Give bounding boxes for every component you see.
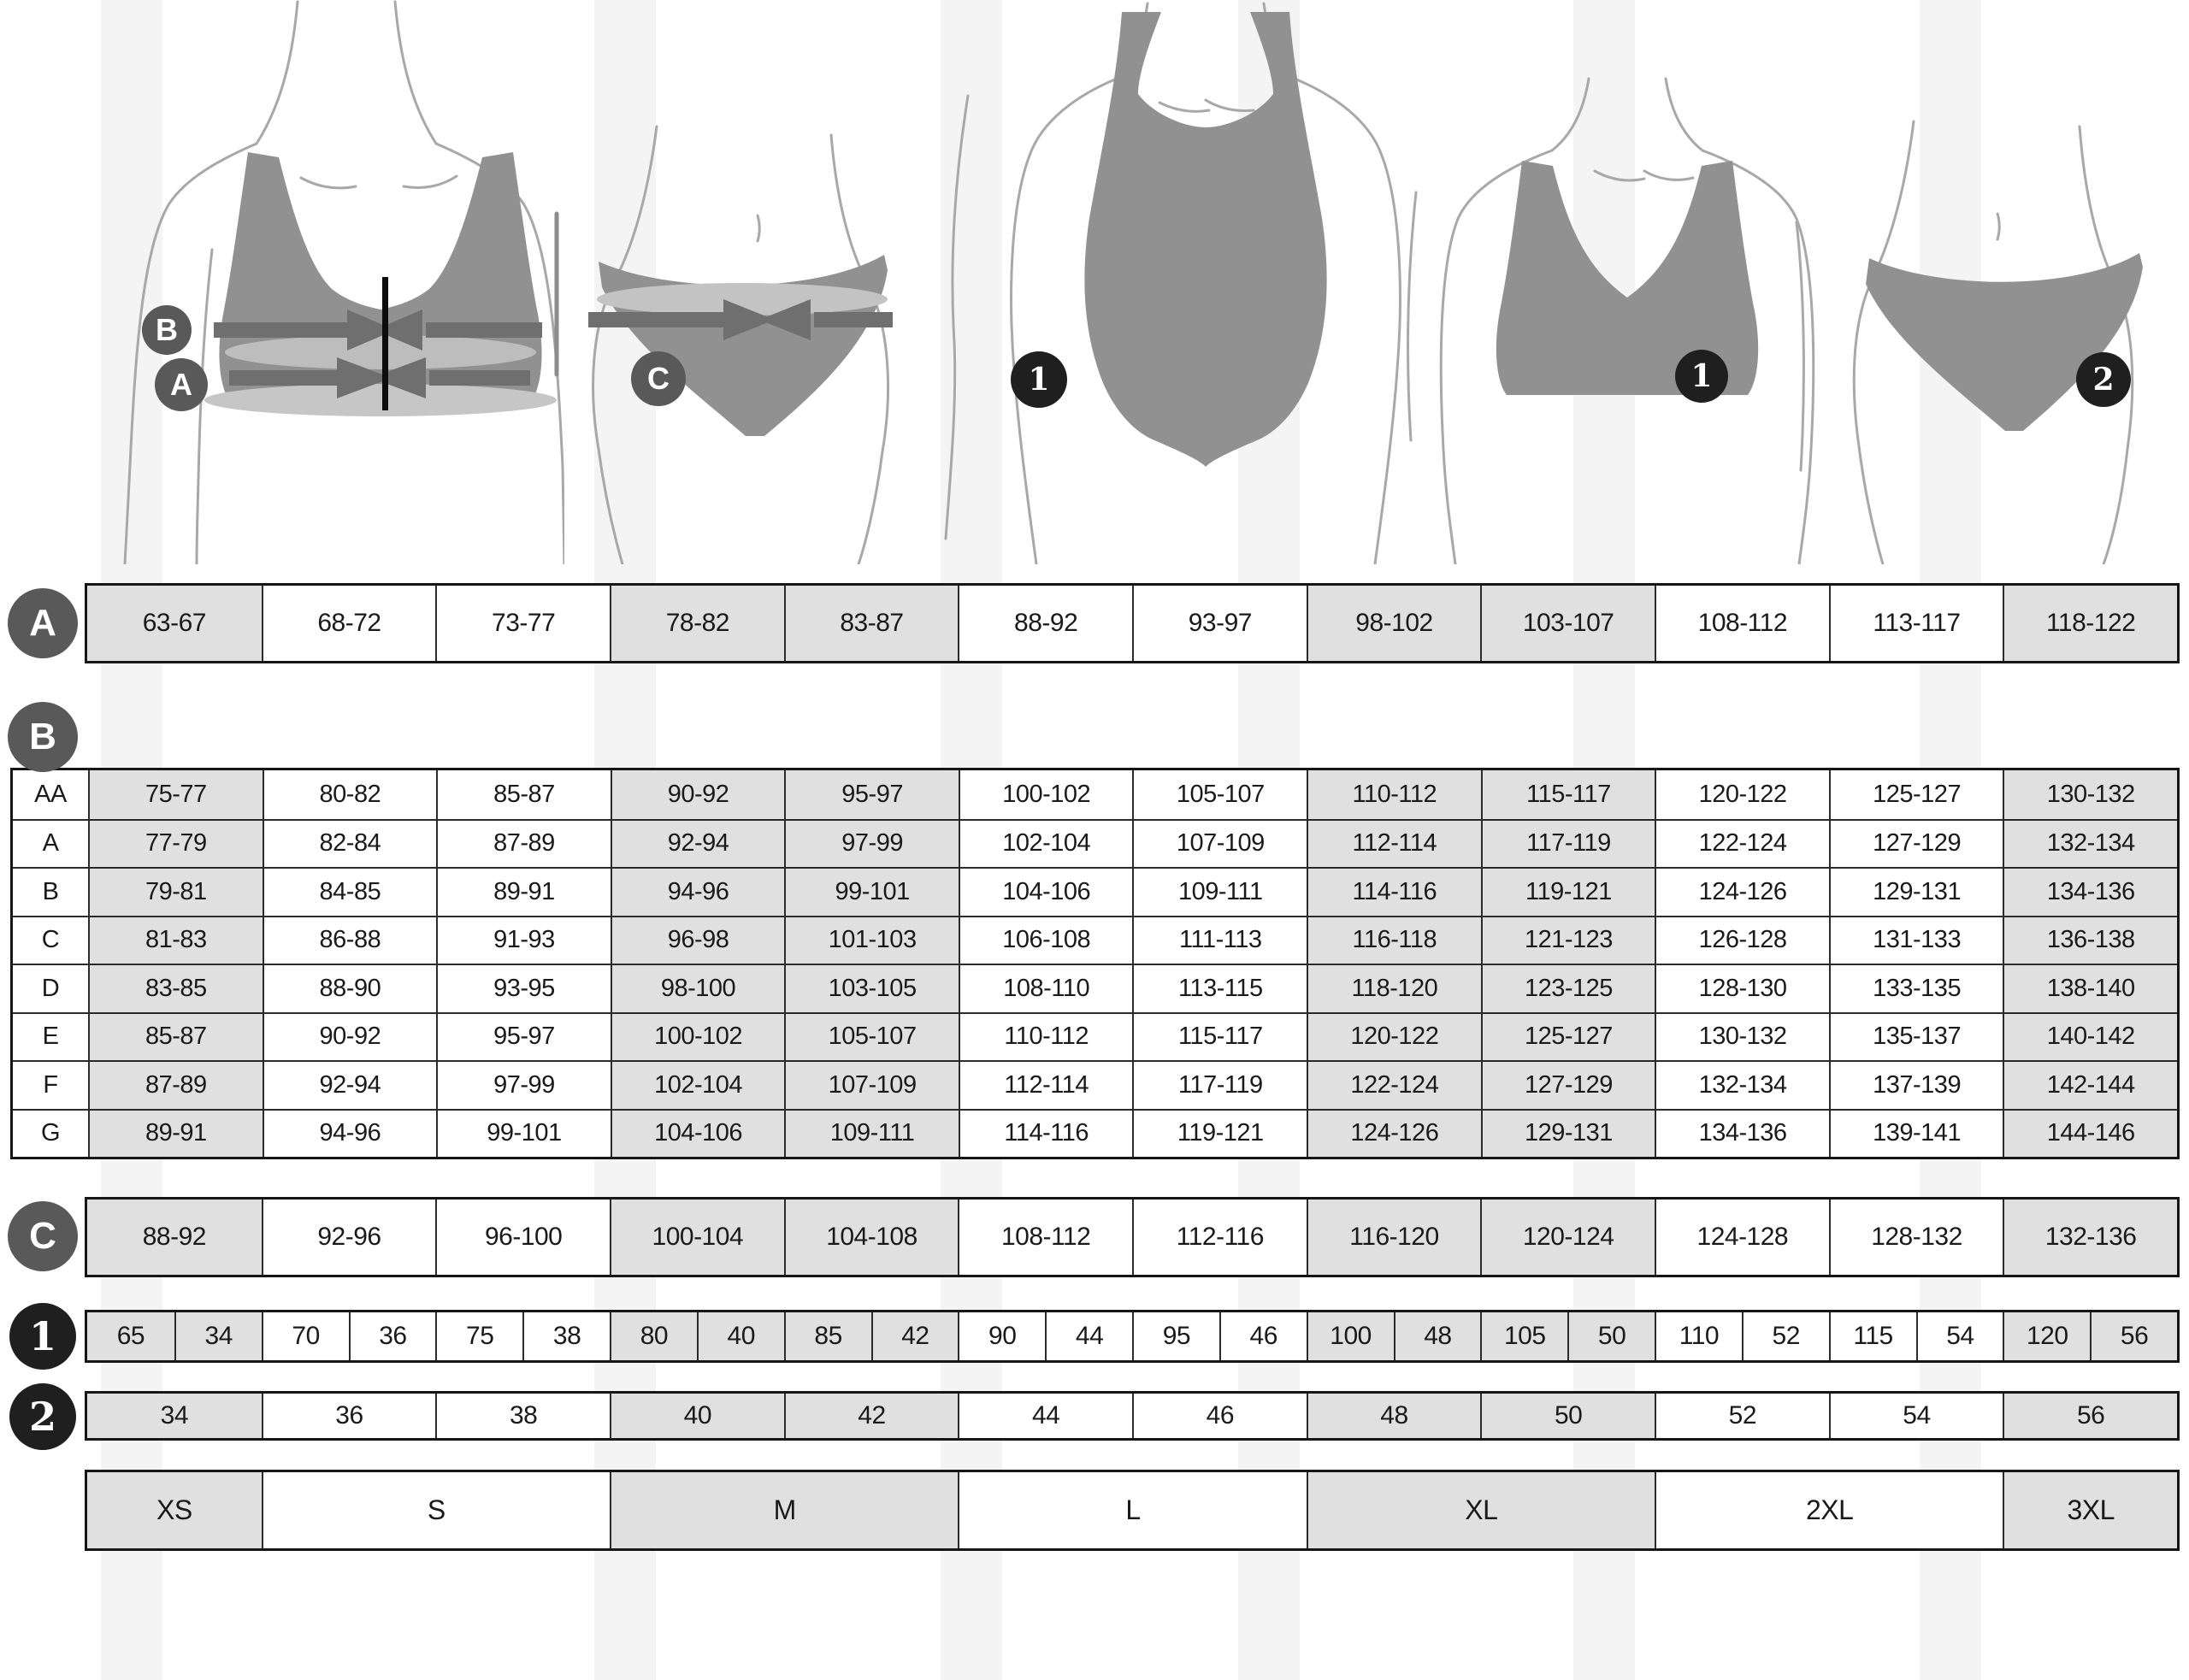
hips-range-cell: 132-136 (2003, 1200, 2177, 1275)
hips-range-cell: 124-128 (1655, 1200, 1829, 1275)
bra-size-us-cell: 40 (697, 1312, 784, 1360)
bust-range-cell: 122-124 (1655, 819, 1829, 868)
bust-range-cell: 127-129 (1829, 819, 2003, 868)
bra-size-eu-cell: 95 (1132, 1312, 1219, 1360)
panty-size-cell: 48 (1307, 1394, 1481, 1438)
cup-size-cell: AA (13, 770, 88, 819)
panty-size-cell: 56 (2003, 1394, 2177, 1438)
cup-size-cell: G (13, 1109, 88, 1158)
bust-range-cell: 99-101 (436, 1109, 611, 1158)
cup-size-cell: C (13, 916, 88, 964)
panty-size-cell: 38 (435, 1394, 610, 1438)
bust-range-cell: 119-121 (1132, 1109, 1307, 1158)
bust-range-cell: 133-135 (1829, 964, 2003, 1012)
cup-size-cell: B (13, 867, 88, 916)
bra-size-us-cell: 42 (871, 1312, 959, 1360)
bust-range-cell: 111-113 (1132, 916, 1307, 964)
bust-range-cell: 130-132 (1655, 1012, 1829, 1061)
bra-size-us-cell: 54 (1916, 1312, 2003, 1360)
figure-bra-measurement (86, 0, 564, 564)
panty-size-cell: 52 (1655, 1394, 1829, 1438)
bust-range-cell: 114-116 (959, 1109, 1133, 1158)
panty-size-row-badge: 2 (9, 1383, 76, 1450)
bust-range-cell: 79-81 (88, 867, 263, 916)
bust-range-cell: 131-133 (1829, 916, 2003, 964)
bust-range-cell: 90-92 (263, 1012, 437, 1061)
bra-size-us-cell: 48 (1394, 1312, 1481, 1360)
center-front-line (382, 277, 388, 410)
bust-range-cell: 132-134 (1655, 1060, 1829, 1109)
hips-range-cell: 100-104 (610, 1200, 784, 1275)
bust-range-cell: 99-101 (784, 867, 959, 916)
figure-hips-badge: C (631, 351, 686, 406)
bust-range-cell: 84-85 (263, 867, 437, 916)
bust-range-cell: 93-95 (436, 964, 611, 1012)
bra-size-row-badge: 1 (9, 1303, 76, 1370)
hips-range-cell: 112-116 (1132, 1200, 1307, 1275)
bust-range-cell: 97-99 (784, 819, 959, 868)
bust-range-cell: 124-126 (1655, 867, 1829, 916)
bust-range-cell: 94-96 (611, 867, 785, 916)
bra-size-eu-cell: 80 (610, 1312, 697, 1360)
navel-line (1997, 214, 1999, 239)
bust-range-cell: 117-119 (1132, 1060, 1307, 1109)
hips-range-cell: 92-96 (262, 1200, 436, 1275)
figure-bust-badge: B (142, 305, 192, 355)
international-size-row (85, 1470, 2180, 1551)
bust-band-light (225, 335, 536, 369)
hips-range-cell: 104-108 (784, 1200, 959, 1275)
bust-range-cell: 115-117 (1481, 770, 1655, 819)
panty-size-row (85, 1391, 2180, 1441)
bra-size-eu-cell: 75 (435, 1312, 522, 1360)
bust-range-cell: 81-83 (88, 916, 263, 964)
underbust-range-cell: 108-112 (1655, 586, 1829, 661)
bust-range-cell: 88-90 (263, 964, 437, 1012)
panty-size-cell: 36 (262, 1394, 436, 1438)
bust-range-cell: 105-107 (784, 1012, 959, 1061)
bust-range-cell: 107-109 (784, 1060, 959, 1109)
panty-size-cell: 50 (1480, 1394, 1655, 1438)
bust-range-cell: 90-92 (611, 770, 785, 819)
hips-range-cell: 128-132 (1829, 1200, 2003, 1275)
bust-range-cell: 104-106 (611, 1109, 785, 1158)
bust-range-cell: 87-89 (88, 1060, 263, 1109)
figure-hips-measurement (564, 0, 992, 564)
bust-range-cell: 101-103 (784, 916, 959, 964)
bust-range-cell: 112-114 (1307, 819, 1481, 868)
bust-range-cell: 92-94 (263, 1060, 437, 1109)
intl-size-cell: XL (1307, 1472, 1655, 1548)
bust-range-cell: 114-116 (1307, 867, 1481, 916)
intl-size-cell: M (610, 1472, 958, 1548)
bust-range-cell: 123-125 (1481, 964, 1655, 1012)
figure-panty-size-badge: 2 (2076, 352, 2131, 407)
panty-size-cell: 44 (958, 1394, 1132, 1438)
underbust-range-cell: 118-122 (2003, 586, 2177, 661)
hips-range-cell: 120-124 (1480, 1200, 1655, 1275)
cup-size-cell: A (13, 819, 88, 868)
bust-range-cell: 125-127 (1829, 770, 2003, 819)
bust-range-cell: 109-111 (784, 1109, 959, 1158)
underbust-range-cell: 83-87 (784, 586, 959, 661)
bust-range-cell: 138-140 (2003, 964, 2177, 1012)
cup-size-cell: D (13, 964, 88, 1012)
bust-range-cell: 96-98 (611, 916, 785, 964)
underbust-band-light (204, 384, 557, 416)
cup-size-cell: E (13, 1012, 88, 1061)
bra-size-us-cell: 50 (1567, 1312, 1655, 1360)
bra-size-row (85, 1310, 2180, 1363)
bodysuit-illustration (1084, 12, 1326, 467)
bust-range-cell: 118-120 (1307, 964, 1481, 1012)
bust-range-cell: 115-117 (1132, 1012, 1307, 1061)
bust-range-cell: 134-136 (2003, 867, 2177, 916)
bra-size-eu-cell: 120 (2003, 1312, 2090, 1360)
bust-range-cell: 120-122 (1307, 1012, 1481, 1061)
bust-range-cell: 110-112 (1307, 770, 1481, 819)
bra-size-us-cell: 34 (174, 1312, 262, 1360)
bra-size-eu-cell: 105 (1480, 1312, 1567, 1360)
underbust-range-cell: 73-77 (435, 586, 610, 661)
bust-range-cell: 105-107 (1132, 770, 1307, 819)
underbust-range-row (85, 583, 2180, 663)
bust-range-cell: 144-146 (2003, 1109, 2177, 1158)
bust-range-cell: 102-104 (959, 819, 1133, 868)
bust-range-cell: 109-111 (1132, 867, 1307, 916)
underbust-range-cell: 88-92 (958, 586, 1132, 661)
bra-size-us-cell: 36 (349, 1312, 436, 1360)
figure-bodysuit (992, 0, 1419, 564)
bust-range-cell: 89-91 (436, 867, 611, 916)
bust-range-cell: 87-89 (436, 819, 611, 868)
panty-size-cell: 34 (87, 1394, 262, 1438)
hips-range-cell: 116-120 (1307, 1200, 1481, 1275)
figure-bra (1419, 0, 1830, 564)
bust-range-cell: 97-99 (436, 1060, 611, 1109)
hips-range-cell: 96-100 (435, 1200, 610, 1275)
bust-range-cell: 119-121 (1481, 867, 1655, 916)
bust-range-cell: 91-93 (436, 916, 611, 964)
bra-size-eu-cell: 110 (1655, 1312, 1742, 1360)
bust-range-cell: 134-136 (1655, 1109, 1829, 1158)
bust-range-cell: 121-123 (1481, 916, 1655, 964)
intl-size-cell: 3XL (2003, 1472, 2177, 1548)
bust-range-cell: 77-79 (88, 819, 263, 868)
panties-illustration (599, 255, 888, 436)
bust-range-cell: 86-88 (263, 916, 437, 964)
figure-panties (1830, 0, 2189, 564)
hips-range-cell: 108-112 (958, 1200, 1132, 1275)
bra-size-us-cell: 44 (1045, 1312, 1132, 1360)
navel-line (758, 215, 759, 241)
bust-range-cell: 125-127 (1481, 1012, 1655, 1061)
bust-range-cell: 94-96 (263, 1109, 437, 1158)
bust-range-cell: 112-114 (959, 1060, 1133, 1109)
bust-range-cell: 104-106 (959, 867, 1133, 916)
bust-range-cell: 136-138 (2003, 916, 2177, 964)
body-outline (257, 2, 298, 144)
bust-range-cell: 129-131 (1481, 1109, 1655, 1158)
bust-range-cell: 92-94 (611, 819, 785, 868)
bust-range-cell: 126-128 (1655, 916, 1829, 964)
bust-range-cell: 89-91 (88, 1109, 263, 1158)
bust-range-cell: 100-102 (959, 770, 1133, 819)
underbust-range-cell: 68-72 (262, 586, 436, 661)
bra-size-us-cell: 38 (522, 1312, 610, 1360)
bust-table-badge: B (8, 702, 78, 772)
bust-range-cell: 106-108 (959, 916, 1133, 964)
bust-range-cell: 130-132 (2003, 770, 2177, 819)
bust-range-cell: 135-137 (1829, 1012, 2003, 1061)
underbust-range-cell: 78-82 (610, 586, 784, 661)
underbust-range-cell: 93-97 (1132, 586, 1307, 661)
bust-range-cell: 75-77 (88, 770, 263, 819)
bust-range-cell: 95-97 (784, 770, 959, 819)
hips-range-cell: 88-92 (87, 1200, 262, 1275)
bust-range-cell: 137-139 (1829, 1060, 2003, 1109)
bra-size-us-cell: 52 (1742, 1312, 1829, 1360)
panty-size-cell: 46 (1132, 1394, 1307, 1438)
bust-range-cell: 122-124 (1307, 1060, 1481, 1109)
bust-range-cell: 110-112 (959, 1012, 1133, 1061)
bust-range-cell: 95-97 (436, 1012, 611, 1061)
figure-bra-size-badge: 1 (1675, 350, 1728, 403)
bust-range-cell: 85-87 (436, 770, 611, 819)
bust-range-cell: 82-84 (263, 819, 437, 868)
intl-size-cell: XS (87, 1472, 262, 1548)
bust-range-cell: 139-141 (1829, 1109, 2003, 1158)
hips-row-badge: C (8, 1201, 78, 1271)
bust-range-cell: 80-82 (263, 770, 437, 819)
panty-size-cell: 42 (784, 1394, 959, 1438)
panty-size-cell: 40 (610, 1394, 784, 1438)
figure-underbust-badge: A (155, 358, 208, 411)
bust-range-cell: 142-144 (2003, 1060, 2177, 1109)
bra-size-eu-cell: 100 (1307, 1312, 1394, 1360)
bust-range-cell: 113-115 (1132, 964, 1307, 1012)
bra-size-eu-cell: 115 (1829, 1312, 1916, 1360)
bra-size-us-cell: 46 (1219, 1312, 1307, 1360)
underbust-row-badge: A (8, 588, 78, 658)
bust-range-cell: 83-85 (88, 964, 263, 1012)
cup-size-cell: F (13, 1060, 88, 1109)
bust-range-cell: 102-104 (611, 1060, 785, 1109)
intl-size-cell: 2XL (1655, 1472, 2003, 1548)
bra-size-eu-cell: 85 (784, 1312, 871, 1360)
bust-range-cell: 120-122 (1655, 770, 1829, 819)
bust-range-cell: 128-130 (1655, 964, 1829, 1012)
underbust-range-cell: 98-102 (1307, 586, 1481, 661)
bra-size-eu-cell: 70 (262, 1312, 349, 1360)
bust-range-table (10, 768, 2180, 1159)
bust-range-cell: 124-126 (1307, 1109, 1481, 1158)
figure-bodysuit-size-badge: 1 (1011, 351, 1067, 408)
bra-size-eu-cell: 90 (958, 1312, 1045, 1360)
bust-range-cell: 108-110 (959, 964, 1133, 1012)
bust-range-cell: 116-118 (1307, 916, 1481, 964)
bra-size-eu-cell: 65 (87, 1312, 174, 1360)
panty-size-cell: 54 (1829, 1394, 2003, 1438)
intl-size-cell: L (958, 1472, 1306, 1548)
intl-size-cell: S (262, 1472, 610, 1548)
bust-range-cell: 100-102 (611, 1012, 785, 1061)
underbust-range-cell: 113-117 (1829, 586, 2003, 661)
underbust-range-cell: 103-107 (1480, 586, 1655, 661)
hips-range-row (85, 1197, 2180, 1277)
bust-range-cell: 103-105 (784, 964, 959, 1012)
bust-range-cell: 117-119 (1481, 819, 1655, 868)
bust-range-cell: 129-131 (1829, 867, 2003, 916)
bust-range-cell: 132-134 (2003, 819, 2177, 868)
bust-range-cell: 85-87 (88, 1012, 263, 1061)
bust-range-cell: 127-129 (1481, 1060, 1655, 1109)
bust-range-cell: 107-109 (1132, 819, 1307, 868)
bra-size-us-cell: 56 (2090, 1312, 2177, 1360)
underbust-range-cell: 63-67 (87, 586, 262, 661)
bust-range-cell: 140-142 (2003, 1012, 2177, 1061)
bust-range-cell: 98-100 (611, 964, 785, 1012)
